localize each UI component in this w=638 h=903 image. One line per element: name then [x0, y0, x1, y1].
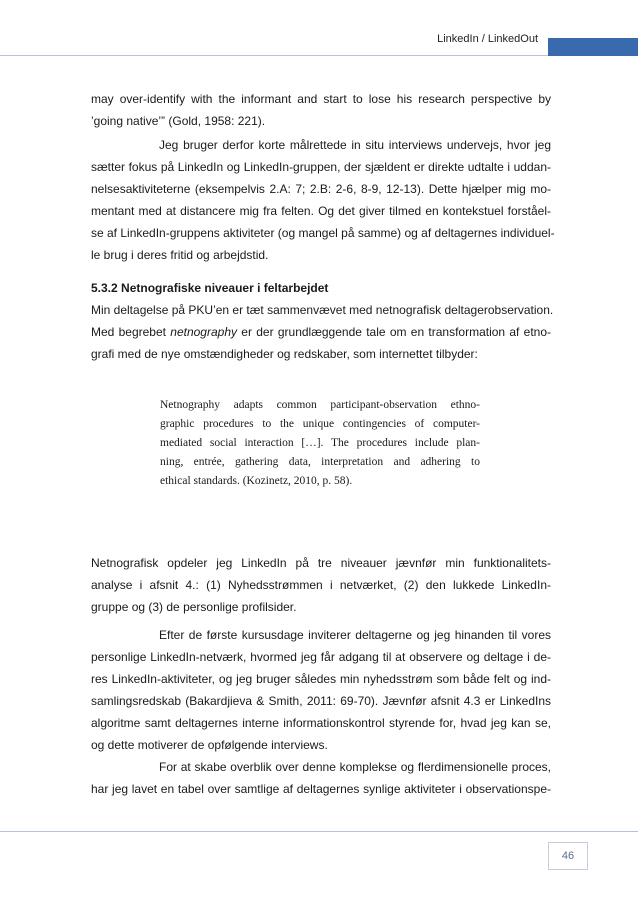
emphasis-term: netnography	[170, 325, 238, 339]
body-line: may over-identify with the informant and start to lose his research perspective by	[91, 92, 551, 106]
body-line: og dette motiverer de opfølgende interviews.	[91, 738, 328, 752]
quote-line: ning, entrée, gathering data, interpretation and adhering to	[160, 456, 480, 468]
body-line: ’going native’” (Gold, 1958: 221).	[91, 114, 266, 128]
body-text: Med begrebet	[91, 325, 171, 339]
body-line: Jeg bruger derfor korte målrettede in situ interviews undervejs, hvor jeg	[159, 138, 551, 152]
body-line	[91, 324, 551, 340]
body-line: se af LinkedIn-gruppens aktiviteter (og mangel på samme) og af deltagernes individuel-	[91, 226, 555, 240]
body-line: samlingsredskab (Bakardjieva & Smith, 2011: 69-70). Jævnfør afsnit 4.3 er LinkedIns	[91, 694, 551, 708]
body-line: gruppe og (3) de personlige profilsider.	[91, 600, 297, 614]
quote-line: graphic procedures to the unique contingencies of computer-	[160, 418, 480, 430]
page-number: 46	[548, 842, 588, 870]
body-line: algoritme samt deltagernes interne informationskontrol styrende for, hvad jeg kan se,	[91, 716, 551, 730]
header-divider	[0, 55, 548, 56]
body-line: analyse i afsnit 4.: (1) Nyhedsstrømmen i netværket, (2) den lukkede LinkedIn-	[91, 578, 551, 592]
body-line: mentant med at distancere mig fra felten. Og det giver tilmed en kontekstuel forståel-	[91, 204, 551, 218]
body-text: er der grundlæggende tale om en transformation af etno-	[237, 325, 552, 339]
quote-line: ethical standards. (Kozinetz, 2010, p. 58).	[160, 475, 353, 487]
body-line: Netnografisk opdeler jeg LinkedIn på tre niveauer jævnfør min funktionalitets-	[91, 556, 551, 570]
body-line: personlige LinkedIn-netværk, hvormed jeg får adgang til at observere og deltage i de-	[91, 650, 551, 664]
quote-line: mediated social interaction […]. The procedures include plan-	[160, 437, 480, 449]
quote-line: Netnography adapts common participant-observation ethno-	[160, 399, 480, 411]
body-line: grafi med de nye omstændigheder og redskaber, som internettet tilbyder:	[91, 347, 478, 361]
body-line: le brug i deres fritid og arbejdstid.	[91, 248, 269, 262]
body-line: res LinkedIn-aktiviteter, og jeg bruger således min nyhedsstrøm som både felt og ind-	[91, 672, 551, 686]
body-line: Min deltagelse på PKU’en er tæt sammenvævet med netnografisk deltagerobservation.	[91, 303, 554, 317]
body-line: nelsesaktiviteterne (eksempelvis 2.A: 7; 2.B: 2-6, 8-9, 12-13). Dette hjælper mig mo-	[91, 182, 551, 196]
body-line: For at skabe overblik over denne komplekse og flerdimensionelle proces,	[159, 760, 551, 774]
body-line: har jeg lavet en tabel over samtlige af deltagernes synlige aktiviteter i observationspe-	[91, 782, 551, 796]
body-line: sætter fokus på LinkedIn og LinkedIn-gruppen, der sjældent er direkte udtalte i uddan-	[91, 160, 551, 174]
body-line: Efter de første kursusdage inviterer deltagerne og jeg hinanden til vores	[159, 628, 551, 642]
running-header-title: LinkedIn / LinkedOut	[437, 33, 538, 45]
header-accent-bar	[548, 38, 638, 56]
section-heading: 5.3.2 Netnografiske niveauer i feltarbejdet	[91, 281, 329, 295]
footer-divider	[0, 831, 638, 832]
